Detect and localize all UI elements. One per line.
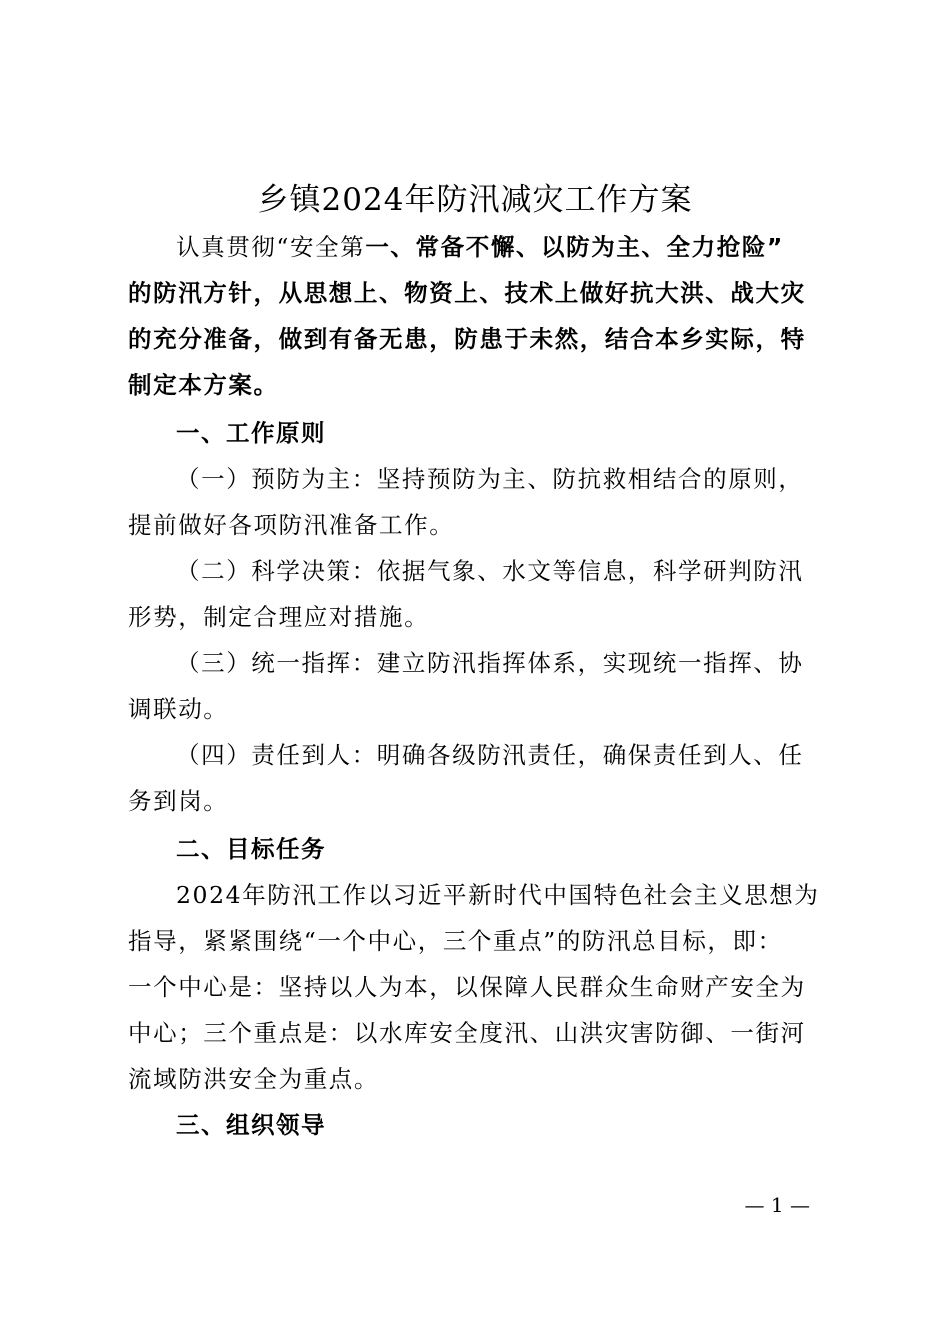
intro-line-1	[128, 224, 832, 270]
section-heading-organization: 三、组织领导	[176, 1111, 326, 1139]
goals-line-4: 中心；三个重点是：以水库安全度汛、山洪灾害防御、一街河	[128, 1019, 806, 1047]
principle-item-1	[128, 456, 832, 548]
principle-item-3	[128, 640, 832, 732]
intro-paragraph	[128, 224, 832, 408]
document-title: 乡镇2024年防汛减灾工作方案	[257, 182, 693, 218]
intro-line-1-normal: 认真贯彻“安全第	[176, 233, 366, 261]
principle-1-line-2: 提前做好各项防汛准备工作。	[128, 511, 455, 539]
goals-paragraph	[128, 872, 832, 1102]
goals-line-3: 一个中心是：坚持以人为本，以保障人民群众生命财产安全为	[128, 973, 806, 1001]
principle-item-4	[128, 732, 832, 824]
intro-line-1-bold: 一、常备不懈、以防为主、全力抢险”	[365, 233, 784, 261]
intro-line-3: 的充分准备，做到有备无患，防患于未然，结合本乡实际，特	[128, 325, 806, 353]
intro-line-2: 的防汛方针，从思想上、物资上、技术上做好抗大洪、战大灾	[128, 279, 806, 307]
section-heading-goals: 二、目标任务	[176, 835, 326, 863]
principle-2-line-1: （二）科学决策：依据气象、水文等信息，科学研判防汛	[176, 557, 804, 585]
page-number: — 1 —	[744, 1193, 810, 1217]
principle-4-line-2: 务到岗。	[128, 787, 229, 815]
principle-item-2	[128, 548, 832, 640]
goals-line-1: 2024年防汛工作以习近平新时代中国特色社会主义思想为	[176, 881, 820, 909]
principle-2-line-2: 形势，制定合理应对措施。	[128, 603, 430, 631]
principle-3-line-1: （三）统一指挥：建立防汛指挥体系，实现统一指挥、协	[176, 649, 804, 677]
principle-1-line-1: （一）预防为主：坚持预防为主、防抗救相结合的原则，	[176, 465, 804, 493]
section-heading-principles: 一、工作原则	[176, 419, 326, 447]
goals-line-2: 指导，紧紧围绕“一个中心，三个重点”的防汛总目标，即：	[128, 927, 783, 955]
principle-4-line-1: （四）责任到人：明确各级防汛责任，确保责任到人、任	[176, 741, 804, 769]
intro-line-4: 制定本方案。	[128, 371, 279, 399]
principle-3-line-2: 调联动。	[128, 695, 229, 723]
goals-line-5: 流域防洪安全为重点。	[128, 1065, 379, 1093]
